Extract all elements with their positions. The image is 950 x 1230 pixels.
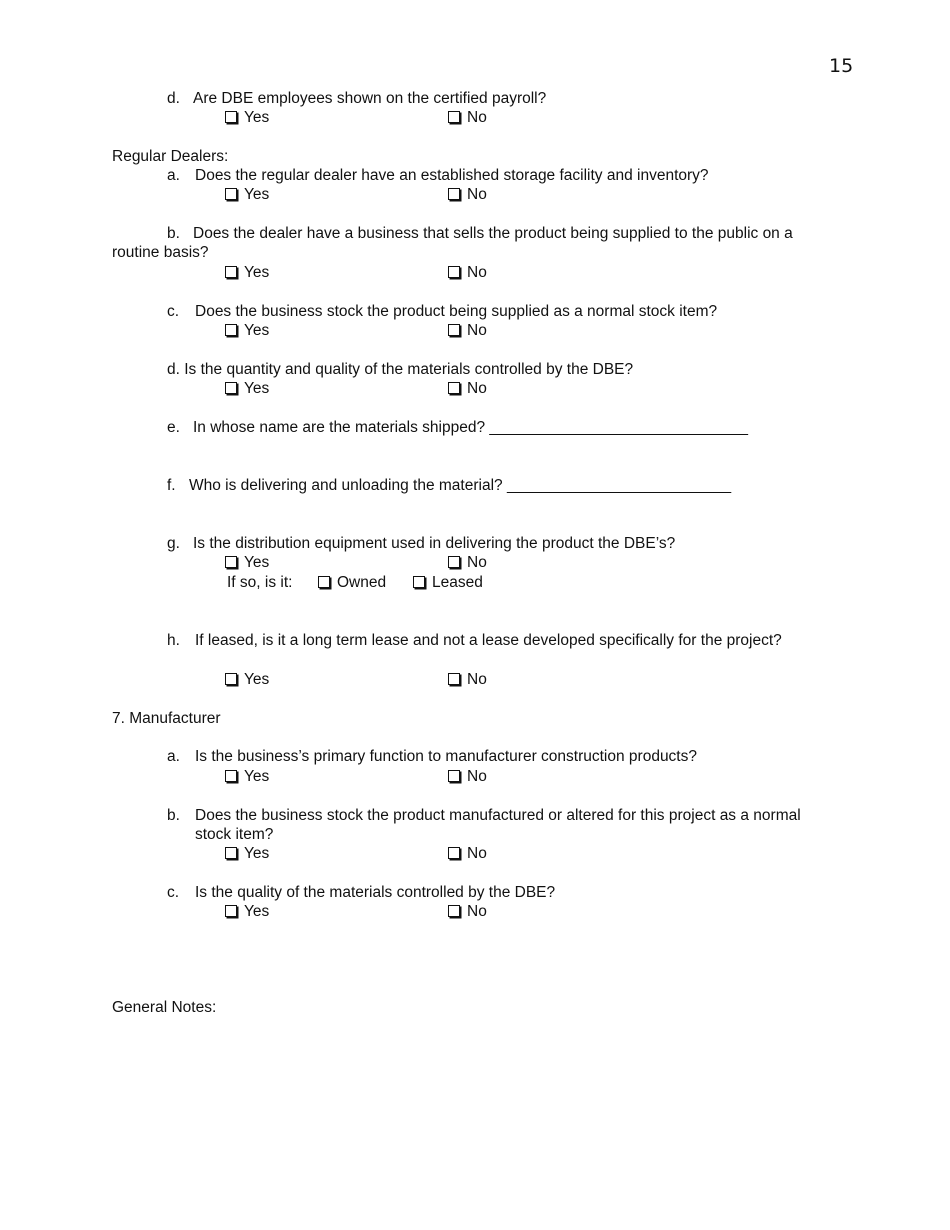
no-label: No — [467, 322, 487, 339]
question-text: In whose name are the materials shipped? — [193, 419, 486, 436]
yes-option[interactable] — [225, 263, 269, 282]
owned-option[interactable] — [318, 573, 386, 592]
yes-label: Yes — [244, 554, 270, 571]
no-label: No — [467, 903, 487, 920]
question-letter: b. — [167, 225, 180, 242]
no-option[interactable] — [448, 263, 487, 282]
checkbox-icon[interactable] — [225, 673, 237, 685]
question-letter: a. — [167, 748, 180, 765]
checkbox-icon[interactable] — [448, 905, 460, 917]
yes-label: Yes — [244, 380, 270, 397]
question-letter: e. — [167, 419, 180, 436]
checkbox-icon[interactable] — [448, 847, 460, 859]
no-label: No — [467, 768, 487, 785]
checkbox-icon[interactable] — [448, 556, 460, 568]
checkbox-icon[interactable] — [448, 266, 460, 278]
yes-option[interactable] — [225, 321, 269, 340]
general-notes-label: General Notes: — [112, 999, 217, 1016]
yes-option[interactable] — [225, 767, 269, 786]
checkbox-icon[interactable] — [225, 266, 237, 278]
no-option[interactable] — [448, 844, 487, 863]
checkbox-icon[interactable] — [225, 770, 237, 782]
page-number: 15 — [829, 55, 854, 77]
no-label: No — [467, 845, 487, 862]
checkbox-icon[interactable] — [448, 188, 460, 200]
yes-option[interactable] — [225, 670, 269, 689]
yes-label: Yes — [244, 671, 270, 688]
question-letter: a. — [167, 167, 180, 184]
no-label: No — [467, 264, 487, 281]
delivering-blank[interactable]: __________________________ — [506, 477, 732, 494]
yes-option[interactable] — [225, 844, 269, 863]
question-distribution-equipment: Is the distribution equipment used in delivering the product the DBE’s? — [193, 535, 676, 552]
yes-label: Yes — [244, 845, 270, 862]
no-option[interactable] — [448, 670, 487, 689]
checkbox-icon[interactable] — [448, 382, 460, 394]
checkbox-icon[interactable] — [225, 382, 237, 394]
question-letter: d. — [167, 90, 180, 107]
question-storage-facility: Does the regular dealer have an established storage facility and inventory? — [195, 167, 709, 184]
question-primary-function: Is the business’s primary function to manufacturer construction products? — [195, 748, 697, 765]
checkbox-icon[interactable] — [225, 905, 237, 917]
question-normal-stock: Does the business stock the product being supplied as a normal stock item? — [195, 303, 718, 320]
no-option[interactable] — [448, 767, 487, 786]
shipped-name-blank[interactable]: ______________________________ — [489, 419, 749, 436]
if-so-label: If so, is it: — [227, 574, 293, 591]
checkbox-icon[interactable] — [225, 556, 237, 568]
checkbox-icon[interactable] — [448, 673, 460, 685]
question-sells-to-public-line2: routine basis? — [112, 244, 209, 261]
yes-label: Yes — [244, 903, 270, 920]
no-option[interactable] — [448, 553, 487, 572]
yes-label: Yes — [244, 109, 270, 126]
no-label: No — [467, 671, 487, 688]
checkbox-icon[interactable] — [225, 188, 237, 200]
question-quality-controlled: Is the quality of the materials controlled by the DBE? — [195, 884, 556, 901]
question-letter: f. — [167, 477, 176, 494]
checkbox-icon[interactable] — [225, 324, 237, 336]
question-delivering — [189, 476, 731, 495]
question-text: Who is delivering and unloading the material? — [189, 477, 503, 494]
yes-option[interactable] — [225, 379, 269, 398]
checkbox-icon[interactable] — [225, 111, 237, 123]
no-option[interactable] — [448, 185, 487, 204]
section-heading-regular-dealers: Regular Dealers: — [112, 148, 229, 165]
yes-option[interactable] — [225, 185, 269, 204]
no-label: No — [467, 554, 487, 571]
no-option[interactable] — [448, 108, 487, 127]
yes-label: Yes — [244, 186, 270, 203]
checkbox-icon[interactable] — [448, 324, 460, 336]
yes-label: Yes — [244, 768, 270, 785]
question-letter: g. — [167, 535, 180, 552]
question-shipped-name — [193, 418, 748, 437]
question-letter: b. — [167, 807, 180, 824]
question-letter: c. — [167, 303, 180, 320]
yes-label: Yes — [244, 264, 270, 281]
owned-label: Owned — [337, 574, 387, 591]
checkbox-icon[interactable] — [448, 111, 460, 123]
question-stock-manufactured-line2: stock item? — [195, 826, 274, 843]
question-dbe-payroll: Are DBE employees shown on the certified payroll? — [193, 90, 547, 107]
yes-option[interactable] — [225, 902, 269, 921]
question-long-term-lease: If leased, is it a long term lease and not a lease developed specifically for the project? — [195, 632, 782, 649]
question-sells-to-public-line1: Does the dealer have a business that sells the product being supplied to the public on a — [193, 225, 793, 242]
checkbox-icon[interactable] — [225, 847, 237, 859]
yes-label: Yes — [244, 322, 270, 339]
checkbox-icon[interactable] — [413, 576, 425, 588]
question-quantity-quality: d. Is the quantity and quality of the materials controlled by the DBE? — [167, 361, 634, 378]
question-letter: c. — [167, 884, 180, 901]
no-option[interactable] — [448, 321, 487, 340]
no-label: No — [467, 380, 487, 397]
no-label: No — [467, 186, 487, 203]
section-heading-manufacturer: 7. Manufacturer — [112, 710, 221, 727]
leased-option[interactable] — [413, 573, 483, 592]
checkbox-icon[interactable] — [318, 576, 330, 588]
no-option[interactable] — [448, 379, 487, 398]
question-stock-manufactured-line1: Does the business stock the product manufactured or altered for this project as a normal — [195, 807, 801, 824]
no-label: No — [467, 109, 487, 126]
checkbox-icon[interactable] — [448, 770, 460, 782]
question-letter: h. — [167, 632, 180, 649]
yes-option[interactable] — [225, 553, 269, 572]
no-option[interactable] — [448, 902, 487, 921]
yes-option[interactable] — [225, 108, 269, 127]
leased-label: Leased — [432, 574, 483, 591]
